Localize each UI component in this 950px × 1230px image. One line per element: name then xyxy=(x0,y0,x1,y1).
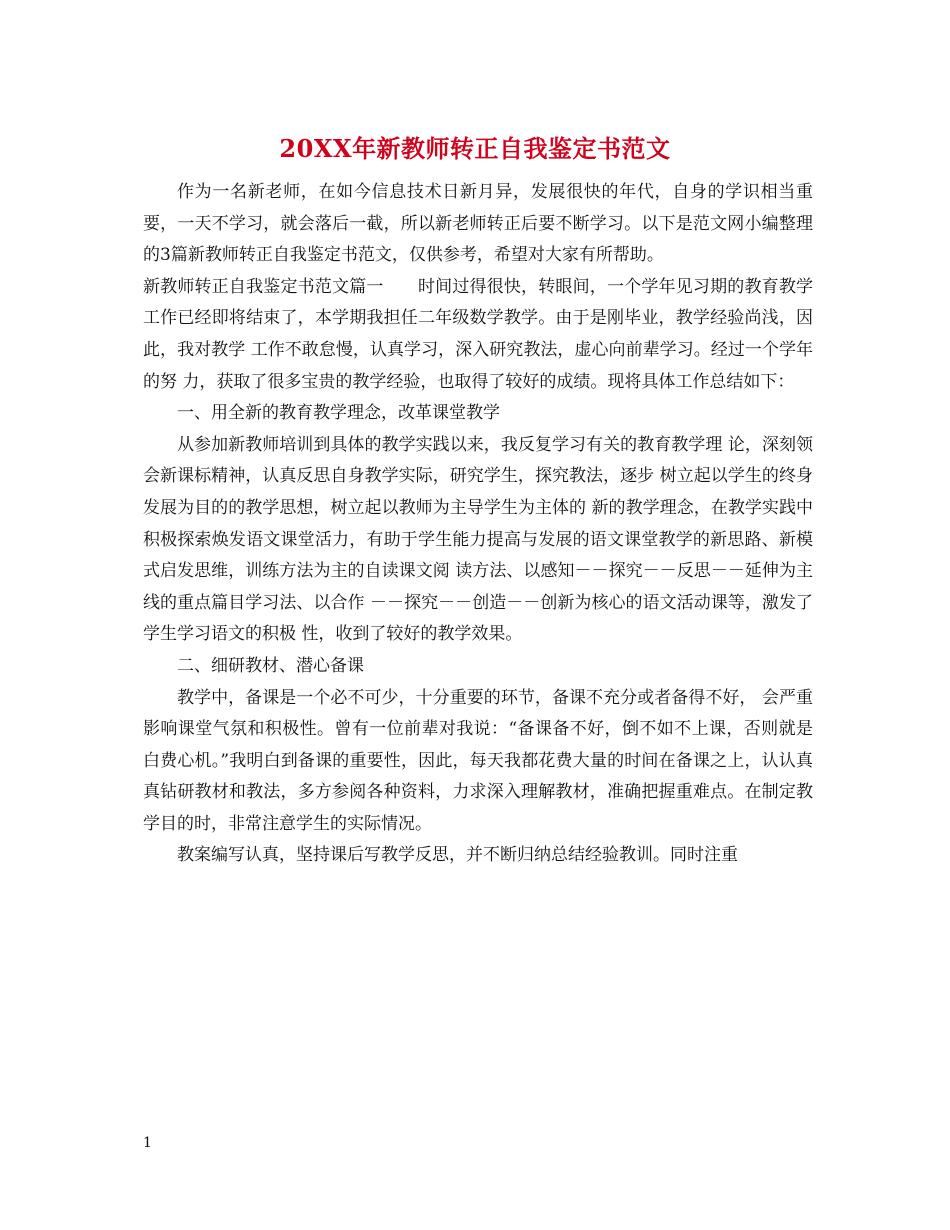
paragraph-lesson-preparation: 教学中，备课是一个必不可少，十分重要的环节，备课不充分或者备得不好， 会严重影响课堂气氛和积极性。曾有一位前辈对我说：“备课备不好，倒不如不上课，否则就是白费心机。”我明白到备课的重要性，因此，每天我都花费大量的时间在备课之上，认认真真钻研教材和教法，多方参阅各种资料，力求深入理解教材，准确把握重难点。在制定教学目的时，非常注意学生的实际情况。 xyxy=(143,687,813,834)
paragraph-lesson-plans: 教案编写认真，坚持课后写教学反思，并不断归纳总结经验教训。同时注重 xyxy=(177,845,738,866)
paragraph-article-one-opening: 新教师转正自我鉴定书范文篇一 时间过得很快，转眼间，一个学年见习期的教育教学工作已经即将结束了，本学期我担任二年级数学教学。由于是刚毕业，教学经验尚浅，因此，我对教学 工作不敢怠慢，认真学习，深入研究教法，虚心向前辈学习。经过一个学年的努 力，获取了很多宝贵的教学经验，也取得了较好的成绩。现将具体工作总结如下： xyxy=(143,276,813,392)
document-body xyxy=(143,177,813,872)
section-heading-one: 一、用全新的教育教学理念，改革课堂教学 xyxy=(177,403,500,424)
page-number: 1 xyxy=(143,1135,152,1151)
section-heading-two: 二、细研教材、潜心备课 xyxy=(177,655,364,676)
paragraph-teaching-concept: 从参加新教师培训到具体的教学实践以来，我反复学习有关的教育教学理 论，深刻领会新课标精神，认真反思自身教学实际，研究学生，探究教法，逐步 树立起以学生的终身发展为目的的教学思想，树立起以教师为主导学生为主体的 新的教学理念，在教学实践中积极探索焕发语文课堂活力，有助于学生能力提高与发展的语文课堂教学的新思路、新模式启发思维，训练方法为主的自读课文阅 读方法、以感知－－探究－－反思－－延伸为主线的重点篇目学习法、以合作 －－探究－－创造－－创新为核心的语文活动课等，激发了学生学习语文的积极 性，收到了较好的教学效果。 xyxy=(143,434,813,645)
paragraph-intro: 作为一名新老师，在如今信息技术日新月异，发展很快的年代，自身的学识相当重要，一天不学习，就会落后一截，所以新老师转正后要不断学习。以下是范文网小编整理的3篇新教师转正自我鉴定书范文，仅供参考，希望对大家有所帮助。 xyxy=(143,182,813,266)
document-title: 20XX年新教师转正自我鉴定书范文 xyxy=(279,134,671,163)
